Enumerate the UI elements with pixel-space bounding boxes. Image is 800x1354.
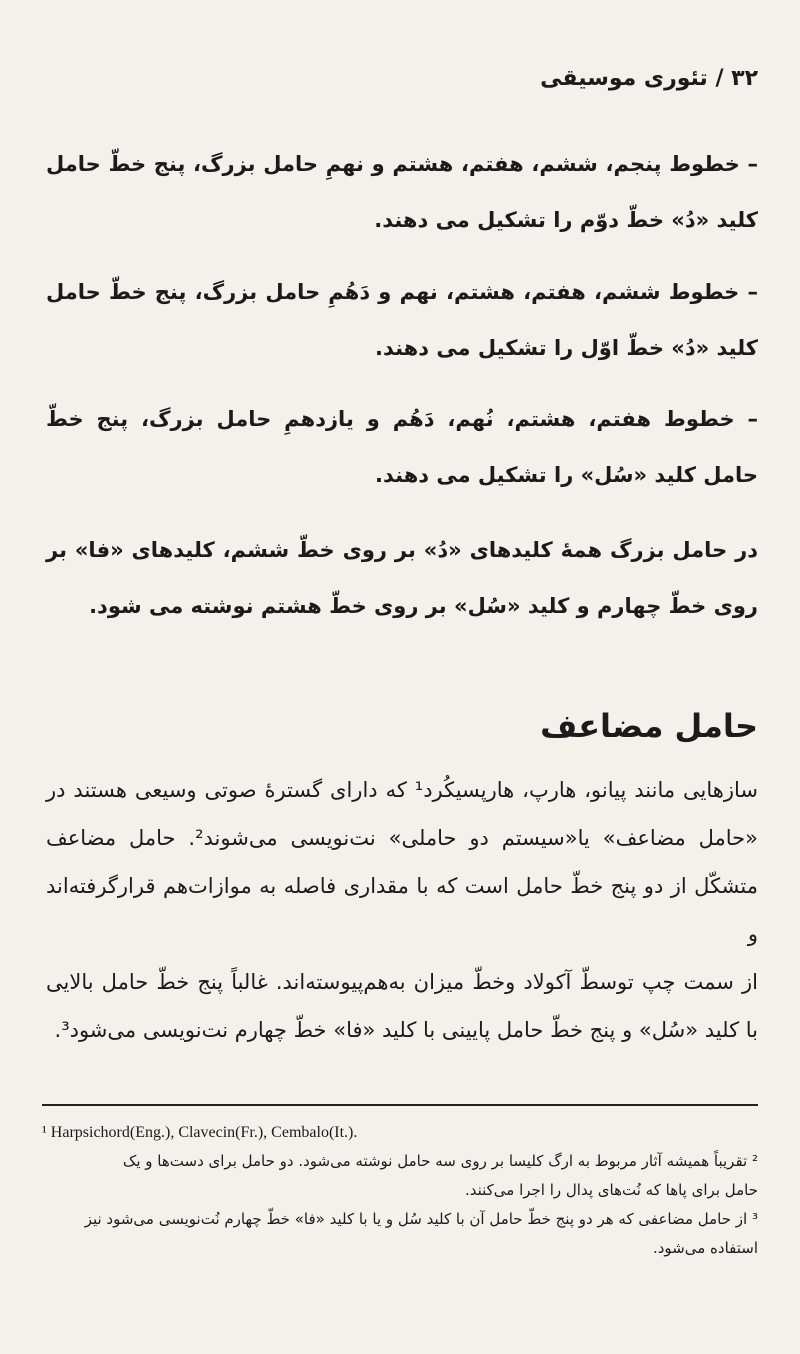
footnote-3: ³ از حامل مضاعفی که هر دو پنج خطّ حامل آن با کلید سُل و یا با کلید «فا» خطّ چهارم نُت‌نویسی می‌شود نیز استفاده می‌شود.	[84, 1210, 758, 1257]
footnotes	[42, 1118, 758, 1263]
body-line-1: سازهایی مانند پیانو، هارپ، هارپسیکُرد¹ که دارای گسترهٔ صوتی وسیعی هستند در	[46, 778, 758, 802]
body-line-2: «حامل مضاعف» یا«سیستم دو حاملی» نت‌نویسی می‌شوند². حامل مضاعف	[46, 826, 758, 850]
section-heading: حامل مضاعف	[540, 707, 758, 745]
footnote-2-line-1: ² تقریباً همیشه آثار مربوط به ارگ کلیسا بر روی سه حامل نوشته می‌شود. دو حامل برای دست‌ها و یک	[122, 1152, 758, 1170]
body-line-4: از سمت چپ توسطّ آکولاد وخطّ میزان به‌هم‌پیوسته‌اند. غالباً پنج خطّ حامل بالایی	[46, 970, 758, 994]
section-body	[46, 766, 758, 1054]
footnote-divider	[42, 1104, 758, 1106]
paragraph-4: در حامل بزرگ همهٔ کلیدهای «دُ» بر روی خطّ ششم، کلیدهای «فا» بر روی خطّ چهارم و کلید «سُل» بر روی خطّ هشتم نوشته می شود.	[46, 538, 758, 618]
body-line-5: با کلید «سُل» و پنج خطّ حامل پایینی با کلید «فا» خطّ چهارم نت‌نویسی می‌شود³.	[54, 1018, 758, 1042]
paragraph-1: – خطوط پنجم، ششم، هفتم، هشتم و نهمِ حامل بزرگ، پنج خطّ حامل کلید «دُ» خطّ دوّم را تشکیل می دهند.	[46, 152, 758, 232]
footnote-1: ¹ Harpsichord(Eng.), Clavecin(Fr.), Cembalo(It.).	[42, 1124, 358, 1141]
paragraph-3: – خطوط هفتم، هشتم، نُهم، دَهُم و یازدهمِ حامل بزرگ، پنج خطّ حامل کلید «سُل» را تشکیل می دهند.	[46, 407, 758, 487]
running-head: ۳۲ / تئوری موسیقی	[540, 66, 758, 91]
body-line-3: متشکّل از دو پنج خطّ حامل است که با مقداری فاصله به موازات‌هم قرارگرفته‌اند و	[46, 874, 758, 946]
paragraph-2: – خطوط ششم، هفتم، هشتم، نهم و دَهُمِ حامل بزرگ، پنج خطّ حامل کلید «دُ» خطّ اوّل را تشکیل می دهند.	[46, 280, 758, 360]
footnote-2-line-2: حامل برای پاها که نُت‌های پدال را اجرا می‌کنند.	[464, 1181, 758, 1199]
